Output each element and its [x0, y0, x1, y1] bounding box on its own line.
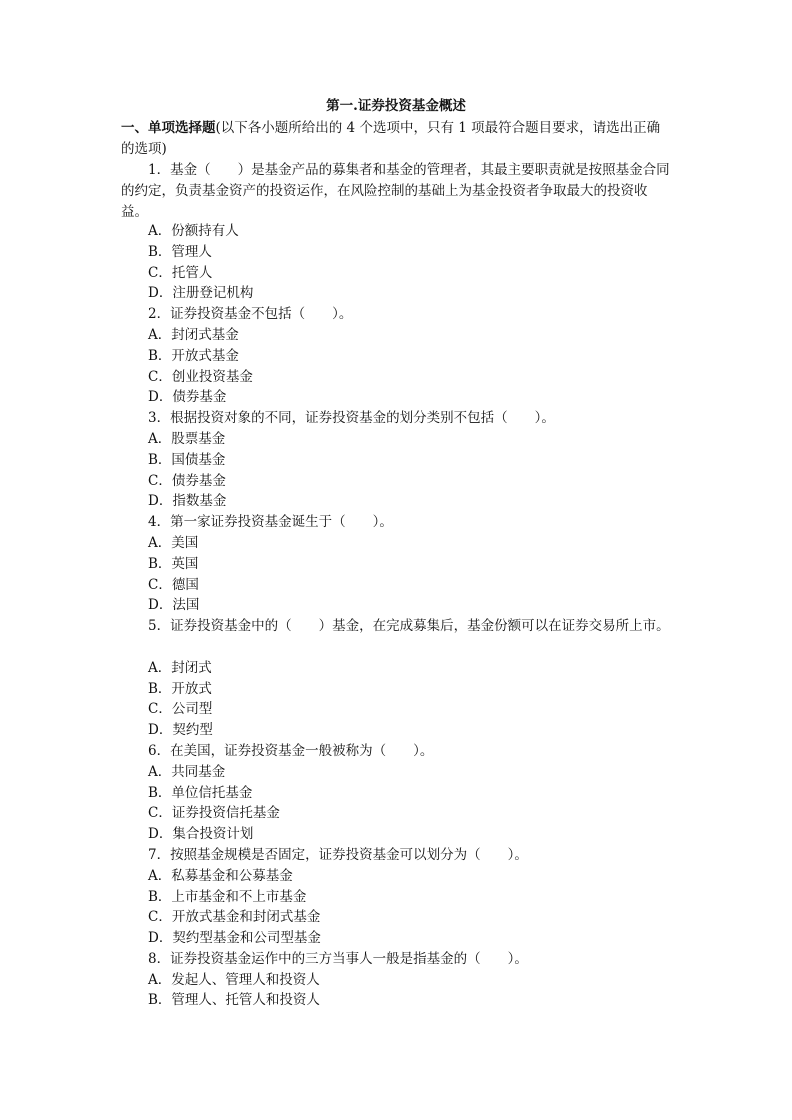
page-title: 第一.证券投资基金概述 [326, 98, 466, 114]
option-line: A．封闭式 [148, 659, 212, 676]
question-line: 6．在美国，证券投资基金一般被称为（ ）。 [148, 742, 434, 759]
option-line: C．开放式基金和封闭式基金 [148, 909, 321, 926]
option-line: C．德国 [148, 576, 199, 593]
option-line: A．共同基金 [148, 763, 226, 780]
option-line: A．份额持有人 [148, 223, 239, 239]
question-line: 3．根据投资对象的不同，证券投资基金的划分类别不包括（ ）。 [148, 410, 555, 427]
option-line: B．国债基金 [148, 451, 226, 468]
option-line: C．创业投资基金 [148, 368, 253, 385]
question-line: 7．按照基金规模是否固定，证券投资基金可以划分为（ ）。 [148, 846, 528, 863]
option-line: C．托管人 [148, 264, 213, 281]
option-line: B．管理人、托管人和投资人 [148, 992, 320, 1009]
question-1-text: 1．基金（ ）是基金产品的募集者和基金的管理者，其最主要职责就是按照基金合同的约定，负责基金资产的投资运作，在风险控制的基础上为基金投资者争取最大的投资收益。 [121, 162, 670, 220]
option-line: D．契约型 [148, 722, 213, 739]
question-line: 2．证券投资基金不包括（ ）。 [148, 306, 353, 323]
option-line: D．集合投资计划 [148, 826, 254, 843]
option-line: A．股票基金 [148, 430, 226, 447]
option-line: D．注册登记机构 [148, 285, 254, 302]
option-line: B．单位信托基金 [148, 784, 253, 801]
section-header [121, 118, 673, 159]
question-list [148, 221, 708, 1011]
option-line: D．债券基金 [148, 389, 227, 406]
option-line: D．法国 [148, 597, 200, 614]
option-line: C．公司型 [148, 701, 213, 718]
question-line: 4．第一家证券投资基金诞生于（ ）。 [148, 514, 393, 531]
option-line: B．英国 [148, 555, 199, 572]
option-line: D．指数基金 [148, 493, 227, 510]
section-note: (以下各小题所给出的 4 个选项中，只有 1 项最符合题目要求，请选出正确的选项) [121, 120, 661, 157]
option-line: B．开放式基金 [148, 347, 239, 364]
option-line: A．私募基金和公募基金 [148, 867, 293, 884]
option-line: A．封闭式基金 [148, 326, 239, 343]
option-line: B．开放式 [148, 680, 212, 697]
option-line: C．证券投资信托基金 [148, 805, 280, 822]
option-line: B．管理人 [148, 243, 212, 260]
option-line: A．发起人、管理人和投资人 [148, 971, 320, 988]
question-line: 8．证券投资基金运作中的三方当事人一般是指基金的（ ）。 [148, 950, 528, 967]
option-line: D．契约型基金和公司型基金 [148, 930, 321, 947]
option-line: A．美国 [148, 534, 199, 551]
question-line: 5．证券投资基金中的（ ）基金，在完成募集后，基金份额可以在证券交易所上市。 [148, 618, 670, 635]
option-line: B．上市基金和不上市基金 [148, 888, 307, 905]
option-line: C．债券基金 [148, 472, 226, 489]
section-heading: 一、单项选择题 [121, 120, 216, 136]
